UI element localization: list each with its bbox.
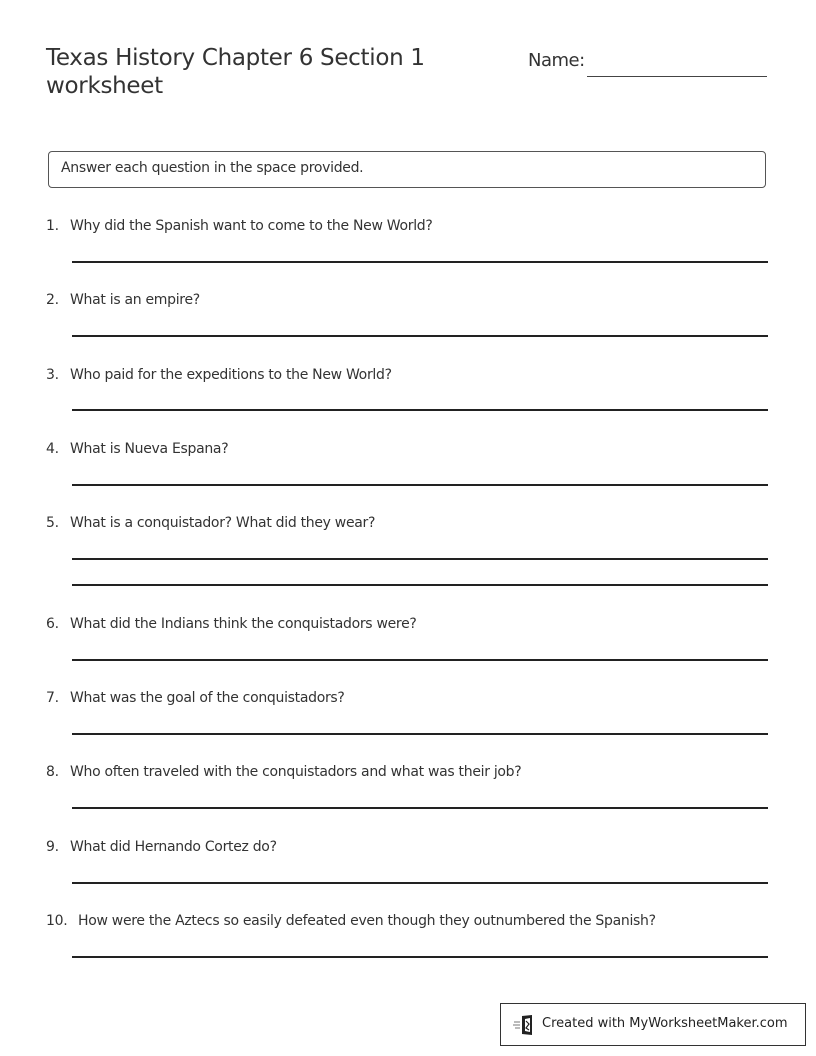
question-10: [46, 913, 656, 929]
question-number: 9.: [46, 839, 59, 855]
question-text: Who often traveled with the conquistadors and what was their job?: [70, 764, 522, 780]
worksheet-title: Texas History Chapter 6 Section 1 worksheet: [46, 45, 425, 99]
answer-line-8[interactable]: [72, 807, 768, 809]
question-number: 6.: [46, 616, 59, 632]
answer-line-5a[interactable]: [72, 558, 768, 560]
answer-line-3[interactable]: [72, 409, 768, 411]
question-text: What is a conquistador? What did they wear?: [70, 515, 376, 531]
answer-line-6[interactable]: [72, 659, 768, 661]
question-number: 7.: [46, 690, 59, 706]
created-with-badge[interactable]: [500, 1003, 806, 1046]
question-8: [46, 764, 521, 780]
answer-line-10[interactable]: [72, 956, 768, 958]
question-number: 2.: [46, 292, 59, 308]
question-1: [46, 218, 433, 234]
question-text: What did the Indians think the conquistadors were?: [70, 616, 417, 632]
question-5: [46, 515, 375, 531]
question-text: Who paid for the expeditions to the New World?: [70, 367, 392, 383]
question-9: [46, 839, 277, 855]
answer-line-1[interactable]: [72, 261, 768, 263]
worksheet-maker-logo-icon: [513, 1014, 537, 1036]
instructions-box: [48, 151, 766, 188]
question-3: [46, 367, 392, 383]
created-with-text: Created with MyWorksheetMaker.com: [542, 1016, 788, 1031]
answer-line-5b[interactable]: [72, 584, 768, 586]
question-6: [46, 616, 417, 632]
question-number: 5.: [46, 515, 59, 531]
name-label: Name:: [528, 50, 585, 71]
question-4: [46, 441, 228, 457]
question-text: What was the goal of the conquistadors?: [70, 690, 345, 706]
instructions-text: Answer each question in the space provided.: [61, 160, 364, 176]
question-text: What did Hernando Cortez do?: [70, 839, 277, 855]
answer-line-9[interactable]: [72, 882, 768, 884]
question-7: [46, 690, 345, 706]
question-text: Why did the Spanish want to come to the New World?: [70, 218, 433, 234]
question-number: 8.: [46, 764, 59, 780]
question-number: 3.: [46, 367, 59, 383]
answer-line-2[interactable]: [72, 335, 768, 337]
question-text: How were the Aztecs so easily defeated even though they outnumbered the Spanish?: [78, 913, 656, 929]
question-number: 1.: [46, 218, 59, 234]
answer-line-7[interactable]: [72, 733, 768, 735]
answer-line-4[interactable]: [72, 484, 768, 486]
question-number: 4.: [46, 441, 59, 457]
question-text: What is Nueva Espana?: [70, 441, 229, 457]
question-number: 10.: [46, 913, 68, 929]
name-field-line[interactable]: [587, 76, 767, 77]
question-text: What is an empire?: [70, 292, 200, 308]
question-2: [46, 292, 200, 308]
